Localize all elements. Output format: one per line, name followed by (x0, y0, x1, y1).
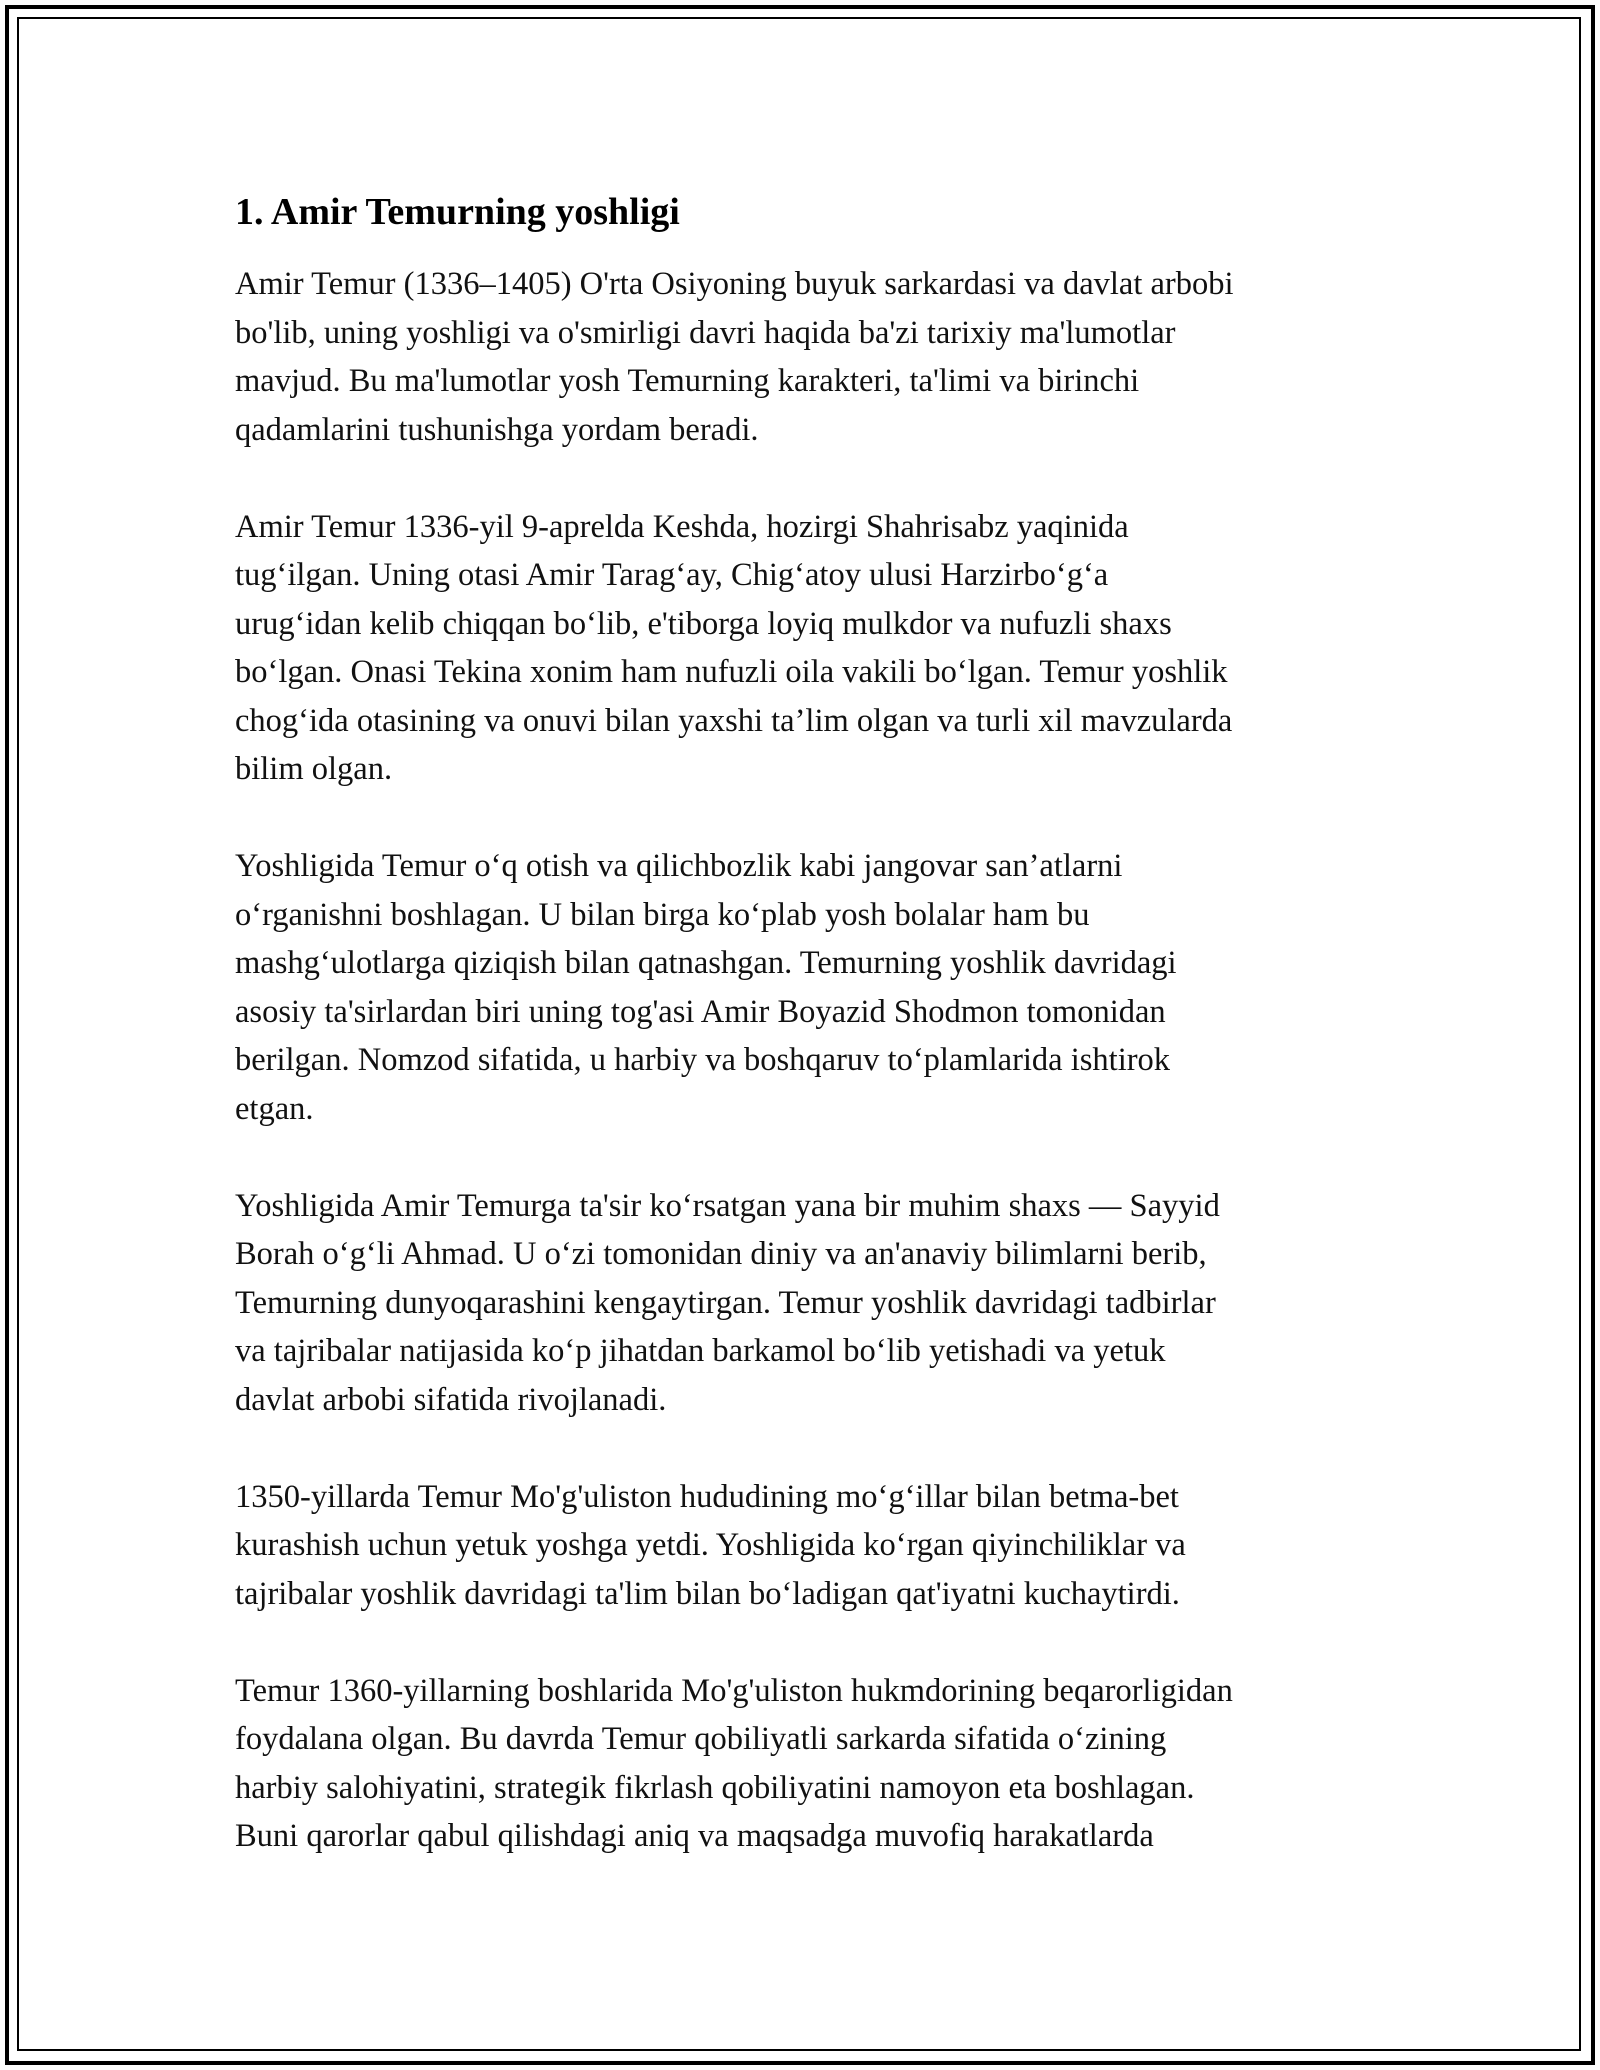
text-line: tajribalar yoshlik davridagi ta'lim bilan bo‘ladigan qat'iyatni kuchaytirdi. (235, 1575, 1180, 1612)
text-line: asosiy ta'sirlardan biri uning tog'asi Amir Boyazid Shodmon tomonidan (235, 993, 1166, 1030)
text-line: Amir Temur (1336–1405) O'rta Osiyoning buyuk sarkardasi va davlat arbobi (235, 266, 1234, 302)
text-line: Buni qarorlar qabul qilishdagi aniq va maqsadga muvofiq harakatlarda (235, 1818, 1154, 1854)
text-line: mashg‘ulotlarga qiziqish bilan qatnashgan. Temurning yoshlik davridagi (235, 945, 1177, 981)
text-line: va tajribalar natijasida ko‘p jihatdan barkamol bo‘lib yetishadi va yetuk (235, 1333, 1166, 1369)
text-line: Yoshligida Temur o‘q otish va qilichbozlik kabi jangovar san’atlarni (235, 848, 1123, 884)
paragraph-list (235, 260, 1385, 1861)
text-line: harbiy salohiyatini, strategik fikrlash qobiliyatini namoyon eta boshlagan. (235, 1769, 1195, 1806)
text-line: kurashish uchun yetuk yoshga yetdi. Yoshligida ko‘rgan qiyinchiliklar va (235, 1527, 1186, 1563)
text-line: foydalana olgan. Bu davrda Temur qobiliyatli sarkarda sifatida o‘zining (235, 1721, 1167, 1757)
paragraph (235, 503, 1385, 794)
document-body (235, 186, 1385, 1909)
text-line: tug‘ilgan. Uning otasi Amir Tarag‘ay, Chig‘atoy ulusi Harzirbo‘g‘a (235, 557, 1109, 593)
text-line: bo‘lgan. Onasi Tekina xonim ham nufuzli oila vakili bo‘lgan. Temur yoshlik (235, 654, 1228, 690)
text-line: urug‘idan kelib chiqqan bo‘lib, e'tiborga loyiq mulkdor va nufuzli shaxs (235, 605, 1172, 642)
text-line: mavjud. Bu ma'lumotlar yosh Temurning karakteri, ta'limi va birinchi (235, 363, 1140, 399)
text-line: bo'lib, uning yoshligi va o'smirligi davri haqida ba'zi tarixiy ma'lumotlar (235, 314, 1176, 351)
paragraph (235, 1473, 1385, 1619)
text-line: Borah o‘g‘li Ahmad. U o‘zi tomonidan diniy va an'anaviy bilimlarni berib, (235, 1236, 1207, 1272)
text-line: davlat arbobi sifatida rivojlanadi. (235, 1381, 667, 1418)
text-line: 1350-yillarda Temur Mo'g'uliston hududining mo‘g‘illar bilan betma-bet (235, 1478, 1179, 1515)
text-line: Yoshligida Amir Temurga ta'sir ko‘rsatgan yana bir muhim shaxs — Sayyid (235, 1187, 1220, 1224)
text-line: qadamlarini tushunishga yordam beradi. (235, 411, 759, 448)
text-line: o‘rganishni boshlagan. U bilan birga ko‘plab yosh bolalar ham bu (235, 896, 1090, 933)
text-line: berilgan. Nomzod sifatida, u harbiy va boshqaruv to‘plamlarida ishtirok (235, 1042, 1171, 1078)
section-heading: 1. Amir Temurning yoshligi (235, 191, 680, 233)
text-line: etgan. (235, 1090, 314, 1127)
text-line: bilim olgan. (235, 751, 393, 787)
text-line: Temur 1360-yillarning boshlarida Mo'g'uliston hukmdorining beqarorligidan (235, 1672, 1233, 1709)
text-line: Amir Temur 1336-yil 9-aprelda Keshda, hozirgi Shahrisabz yaqinida (235, 508, 1129, 545)
paragraph (235, 1667, 1385, 1861)
paragraph (235, 842, 1385, 1133)
paragraph (235, 260, 1385, 454)
paragraph (235, 1182, 1385, 1425)
text-line: chog‘ida otasining va onuvi bilan yaxshi ta’lim olgan va turli xil mavzularda (235, 702, 1233, 739)
text-line: Temurning dunyoqarashini kengaytirgan. Temur yoshlik davridagi tadbirlar (235, 1284, 1216, 1321)
